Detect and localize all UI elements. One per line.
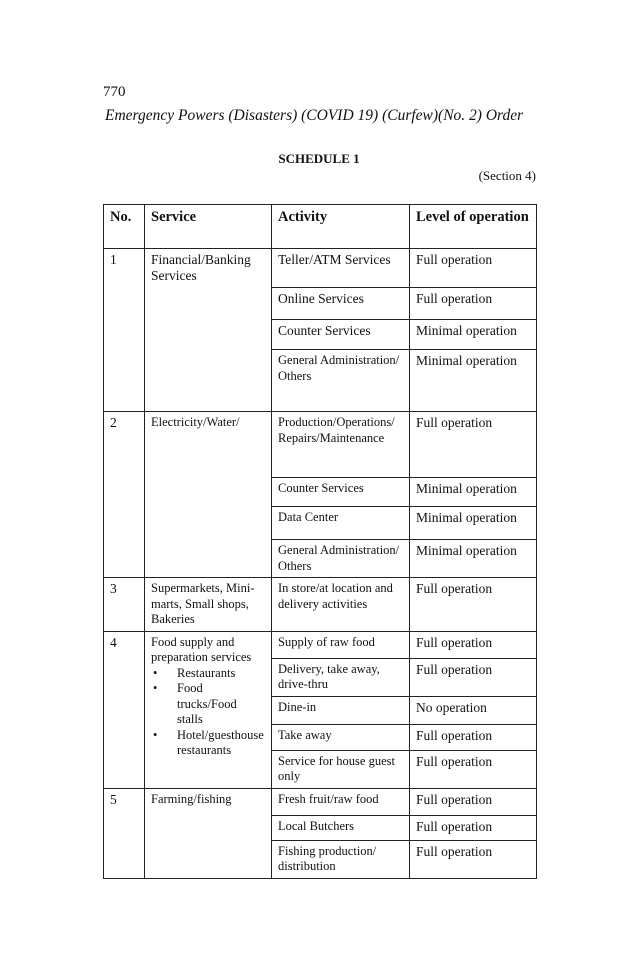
activity-cell: General Administration/ Others <box>272 540 410 578</box>
table-row <box>104 412 537 478</box>
level-cell: Minimal operation <box>410 478 537 507</box>
level-cell: Full operation <box>410 840 537 878</box>
group-number: 4 <box>104 631 145 788</box>
activity-cell: Dine-in <box>272 696 410 724</box>
activity-cell: Service for house guest only <box>272 750 410 788</box>
column-header-service: Service <box>145 205 272 249</box>
level-cell: Full operation <box>410 658 537 696</box>
list-item: • Food trucks/Food stalls <box>153 681 237 726</box>
service-title: Food supply and preparation services <box>151 634 252 664</box>
group-number: 5 <box>104 788 145 878</box>
schedule-title: SCHEDULE 1 <box>278 151 360 166</box>
bullet-icon: • <box>153 665 158 680</box>
activity-cell: Supply of raw food <box>272 631 410 658</box>
level-cell: Full operation <box>410 288 537 320</box>
activity-cell: Local Butchers <box>272 815 410 840</box>
activity-cell: Take away <box>272 724 410 750</box>
table-row <box>104 631 537 658</box>
activity-cell: Delivery, take away, drive-thru <box>272 658 410 696</box>
level-cell: Full operation <box>410 249 537 288</box>
activity-cell: General Administration/ Others <box>272 350 410 412</box>
group-number: 3 <box>104 578 145 632</box>
table-row <box>104 249 537 288</box>
level-cell: Full operation <box>410 788 537 815</box>
table-row <box>104 578 537 632</box>
level-cell: Minimal operation <box>410 320 537 350</box>
level-cell: Full operation <box>410 578 537 632</box>
running-head: Emergency Powers (Disasters) (COVID 19) (Curfew)(No. 2) Order <box>105 107 524 124</box>
activity-cell: In store/at location and delivery activities <box>272 578 410 632</box>
column-header-activity: Activity <box>272 205 410 249</box>
page-number: 770 <box>103 84 126 100</box>
activity-cell: Counter Services <box>272 478 410 507</box>
service-name <box>145 631 272 788</box>
activity-cell: Data Center <box>272 507 410 540</box>
level-cell: Minimal operation <box>410 507 537 540</box>
service-name: Farming/fishing <box>145 788 272 878</box>
level-cell: Full operation <box>410 750 537 788</box>
service-name: Electricity/Water/ <box>145 412 272 578</box>
bullet-icon: • <box>153 727 158 742</box>
activity-cell: Counter Services <box>272 320 410 350</box>
activity-cell: Teller/ATM Services <box>272 249 410 288</box>
activity-cell: Online Services <box>272 288 410 320</box>
table-row <box>104 788 537 815</box>
group-number: 1 <box>104 249 145 412</box>
list-item: • Restaurants <box>153 665 236 680</box>
activity-cell: Production/Operations/ Repairs/Maintenance <box>272 412 410 478</box>
list-item: • Hotel/guesthouse restaurants <box>153 727 264 757</box>
bullet-icon: • <box>153 681 158 695</box>
activity-cell: Fresh fruit/raw food <box>272 788 410 815</box>
level-cell: Full operation <box>410 631 537 658</box>
column-header-no: No. <box>104 205 145 249</box>
schedule-table <box>103 204 537 879</box>
level-cell: Minimal operation <box>410 540 537 578</box>
level-cell: Full operation <box>410 815 537 840</box>
section-reference: (Section 4) <box>478 168 536 183</box>
table-header-row <box>104 205 537 249</box>
activity-cell: Fishing production/ distribution <box>272 840 410 878</box>
column-header-level: Level of operation <box>410 205 537 249</box>
group-number: 2 <box>104 412 145 578</box>
level-cell: No operation <box>410 696 537 724</box>
service-sub-list <box>151 666 265 759</box>
level-cell: Minimal operation <box>410 350 537 412</box>
service-name: Supermarkets, Mini-marts, Small shops, Bakeries <box>145 578 272 632</box>
level-cell: Full operation <box>410 412 537 478</box>
level-cell: Full operation <box>410 724 537 750</box>
service-name: Financial/Banking Services <box>145 249 272 412</box>
